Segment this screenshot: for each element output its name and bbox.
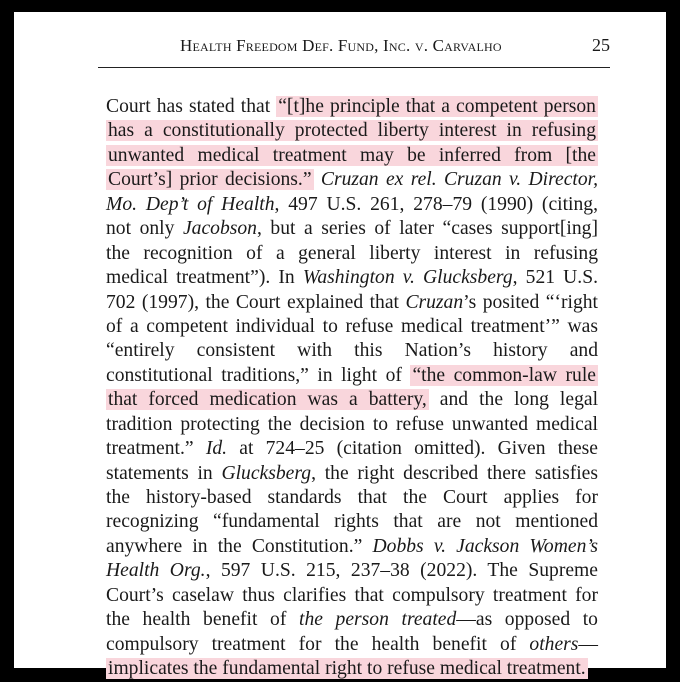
text-line: “entirely consistent with this Nation’s history and	[106, 340, 598, 362]
text-line	[106, 119, 598, 143]
emphasis: the person treated	[299, 609, 457, 631]
running-header	[98, 34, 610, 68]
highlight: has a constitutionally protected liberty interest in refusing	[108, 120, 596, 142]
case-citation: Jacobson	[182, 218, 257, 240]
case-citation: Cruzan	[405, 291, 464, 313]
emphasis: others	[529, 633, 579, 655]
text-line: that forced medication was a battery, and the long legal	[108, 389, 599, 411]
text-line: of a competent individual to refuse medical treatment’” was	[106, 315, 598, 337]
highlight: Court’s] prior decisions.”	[108, 169, 312, 191]
text-line: medical treatment”). In Washington v. Glucksberg, 521 U.S.	[106, 267, 599, 289]
text-line: 702 (1997), the Court explained that Cruzan’s posited “‘right	[106, 291, 598, 313]
text-line: Court’s caselaw thus clarifies that compulsory treatment for	[106, 584, 598, 606]
text-line: compulsory treatment for the health benefit of others—	[106, 633, 598, 655]
text-line: treatment.” Id. at 724–25 (citation omitted). Given these	[106, 438, 599, 460]
text-line: Court has stated that “[t]he principle that a competent person	[106, 96, 596, 117]
document-page	[14, 12, 666, 680]
text-line: the health benefit of the person treated—as opposed to	[106, 609, 598, 631]
text-line: Mo. Dep’t of Health, 497 U.S. 261, 278–79 (1990) (citing,	[106, 193, 598, 215]
highlight: implicates the fundamental right to refuse medical treatment.	[108, 658, 586, 680]
highlight: that forced medication was a battery,	[108, 389, 427, 411]
case-citation: Glucksberg	[221, 462, 312, 484]
highlight: “the common-law rule	[412, 364, 596, 386]
case-citation: Cruzan ex rel. Cruzan v. Director,	[320, 169, 598, 191]
text-line: Health Org., 597 U.S. 215, 237–38 (2022). The Supreme	[106, 560, 598, 582]
case-citation: Id.	[205, 438, 228, 460]
text-line: statements in Glucksberg, the right described there satisfies	[106, 462, 598, 484]
case-citation: Dobbs v. Jackson Women’s	[372, 535, 598, 557]
case-caption: Health Freedom Def. Fund, Inc. v. Carvalho	[180, 36, 502, 55]
text-line: tradition protecting the decision to refuse unwanted medical	[106, 413, 598, 435]
text-line	[106, 168, 598, 192]
opinion-text	[106, 95, 598, 682]
case-citation: Mo. Dep’t of Health	[106, 193, 275, 215]
text-line: recognizing “fundamental rights that are not mentioned	[106, 511, 598, 533]
text-line	[106, 657, 598, 681]
text-line	[106, 144, 598, 168]
text-line: the history-based standards that the Court applies for	[106, 487, 598, 508]
case-citation: Washington v. Glucksberg	[302, 267, 513, 289]
text-line: the recognition of a general liberty interest in refusing	[106, 242, 598, 264]
text-line: anywhere in the Constitution.” Dobbs v. Jackson Women’s	[106, 535, 598, 557]
page-number: 25	[592, 35, 610, 55]
highlight: unwanted medical treatment may be inferred from [the	[108, 144, 596, 166]
text-line: constitutional traditions,” in light of “the common-law rule	[106, 364, 596, 386]
case-citation: Health Org.	[106, 560, 206, 582]
highlight: “[t]he principle that a competent person	[278, 96, 596, 117]
text-line: not only Jacobson, but a series of later “cases support[ing]	[106, 218, 598, 240]
